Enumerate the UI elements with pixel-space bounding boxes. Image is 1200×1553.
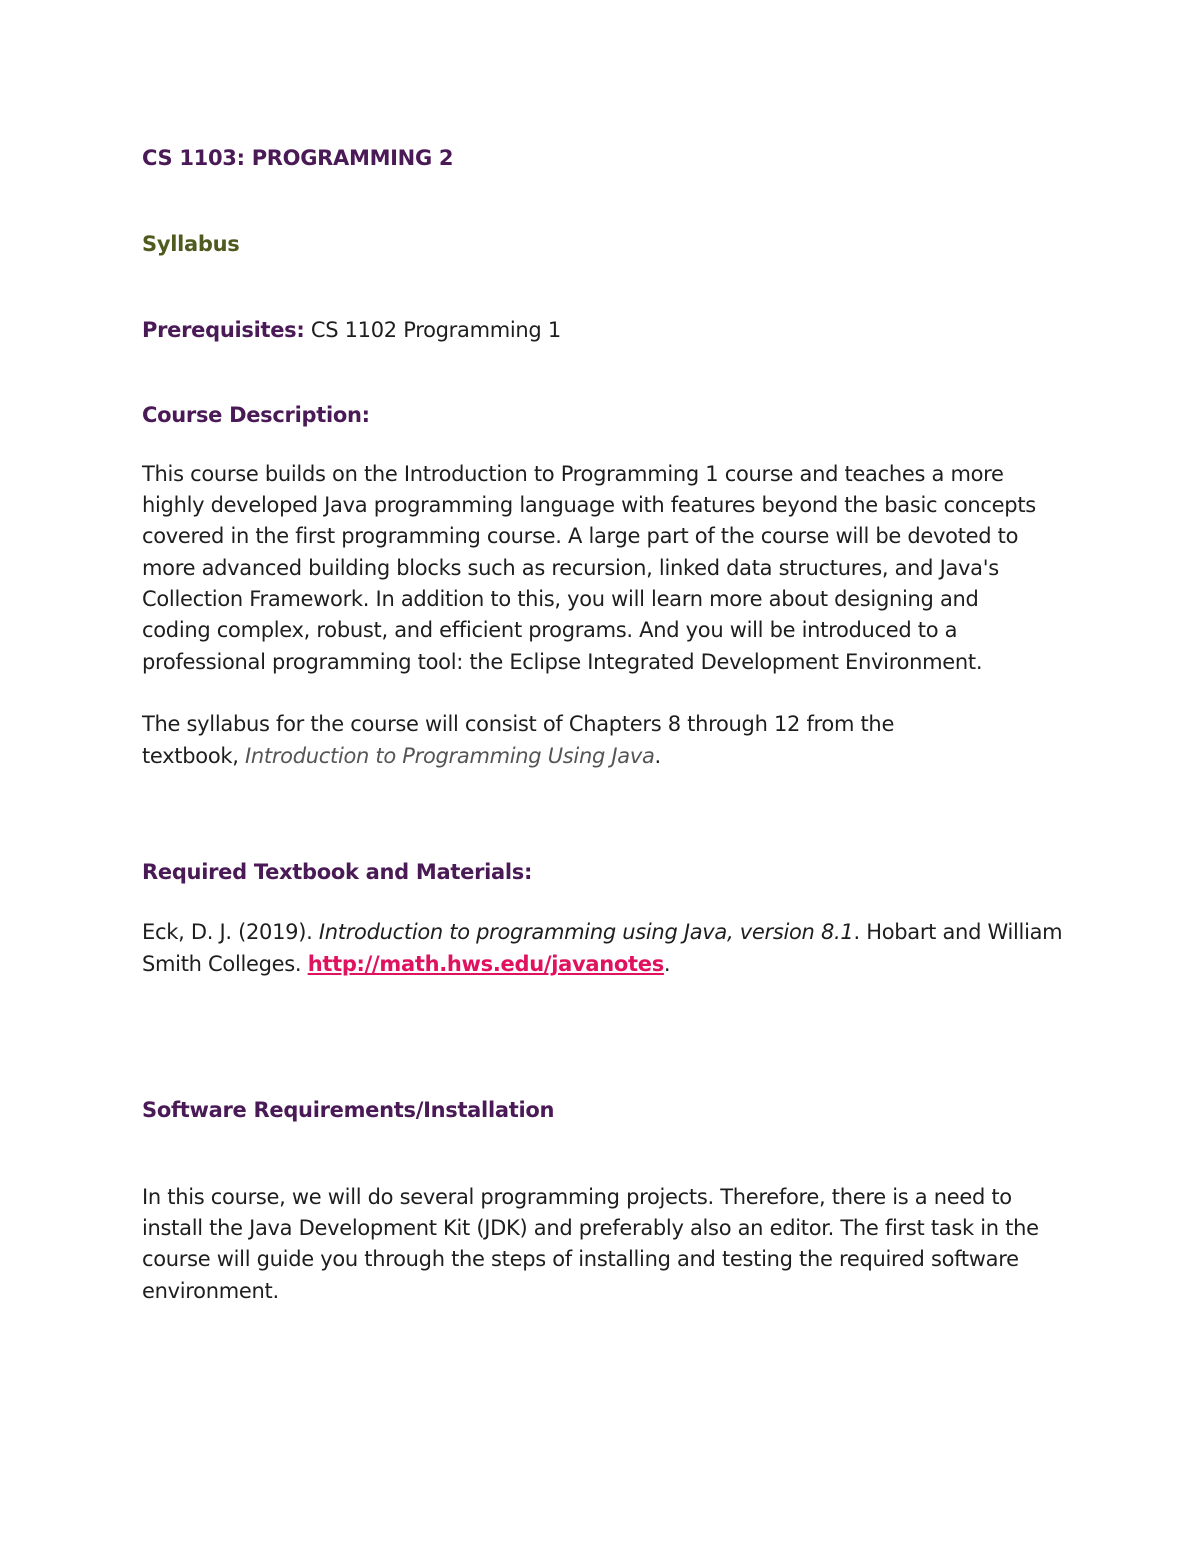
textbook-suffix: .	[654, 744, 661, 768]
citation-line-2	[142, 950, 670, 978]
paragraph-line: install the Java Development Kit (JDK) and preferably also an editor. The first task in the	[142, 1216, 1039, 1240]
textbook-title: Introduction to Programming Using Java	[245, 744, 655, 768]
textbook-prefix: textbook,	[142, 744, 245, 768]
paragraph-line: course will guide you through the steps of installing and testing the required software	[142, 1247, 1019, 1271]
paragraph-line: covered in the first programming course. A large part of the course will be devoted to	[142, 524, 1019, 548]
software-heading: Software Requirements/Installation	[142, 1098, 555, 1122]
course-description-heading: Course Description:	[142, 403, 370, 427]
citation-publisher: . Hobart and William	[853, 920, 1063, 944]
paragraph-line: more advanced building blocks such as recursion, linked data structures, and Java's	[142, 556, 999, 580]
citation-line2-suffix: .	[663, 952, 671, 976]
paragraph-line: In this course, we will do several programming projects. Therefore, there is a need to	[142, 1185, 1012, 1209]
course-title: CS 1103: PROGRAMMING 2	[142, 146, 454, 170]
prerequisites-line	[142, 316, 561, 344]
paragraph-line: coding complex, robust, and efficient programs. And you will be introduced to a	[142, 618, 958, 642]
syllabus-chapters-line: The syllabus for the course will consist of Chapters 8 through 12 from the	[142, 712, 895, 736]
paragraph-line: environment.	[142, 1279, 279, 1303]
prerequisites-label: Prerequisites:	[142, 318, 305, 342]
citation-title: Introduction to programming using Java, version 8.1	[318, 920, 854, 944]
citation-line-1	[142, 918, 1062, 946]
paragraph-line: This course builds on the Introduction to Programming 1 course and teaches a more	[142, 462, 1004, 486]
syllabus-label: Syllabus	[142, 232, 240, 256]
javanotes-link[interactable]: http://math.hws.edu/javanotes	[307, 952, 664, 976]
paragraph-line: Collection Framework. In addition to this, you will learn more about designing and	[142, 587, 979, 611]
citation-line2-prefix: Smith Colleges.	[142, 952, 308, 976]
citation-author: Eck, D. J. (2019).	[142, 920, 319, 944]
paragraph-line: highly developed Java programming language with features beyond the basic concepts	[142, 493, 1036, 517]
syllabus-textbook-line	[142, 742, 661, 770]
paragraph-line: professional programming tool: the Eclipse Integrated Development Environment.	[142, 650, 983, 674]
textbook-heading: Required Textbook and Materials:	[142, 860, 533, 884]
prerequisites-value: CS 1102 Programming 1	[310, 318, 561, 342]
